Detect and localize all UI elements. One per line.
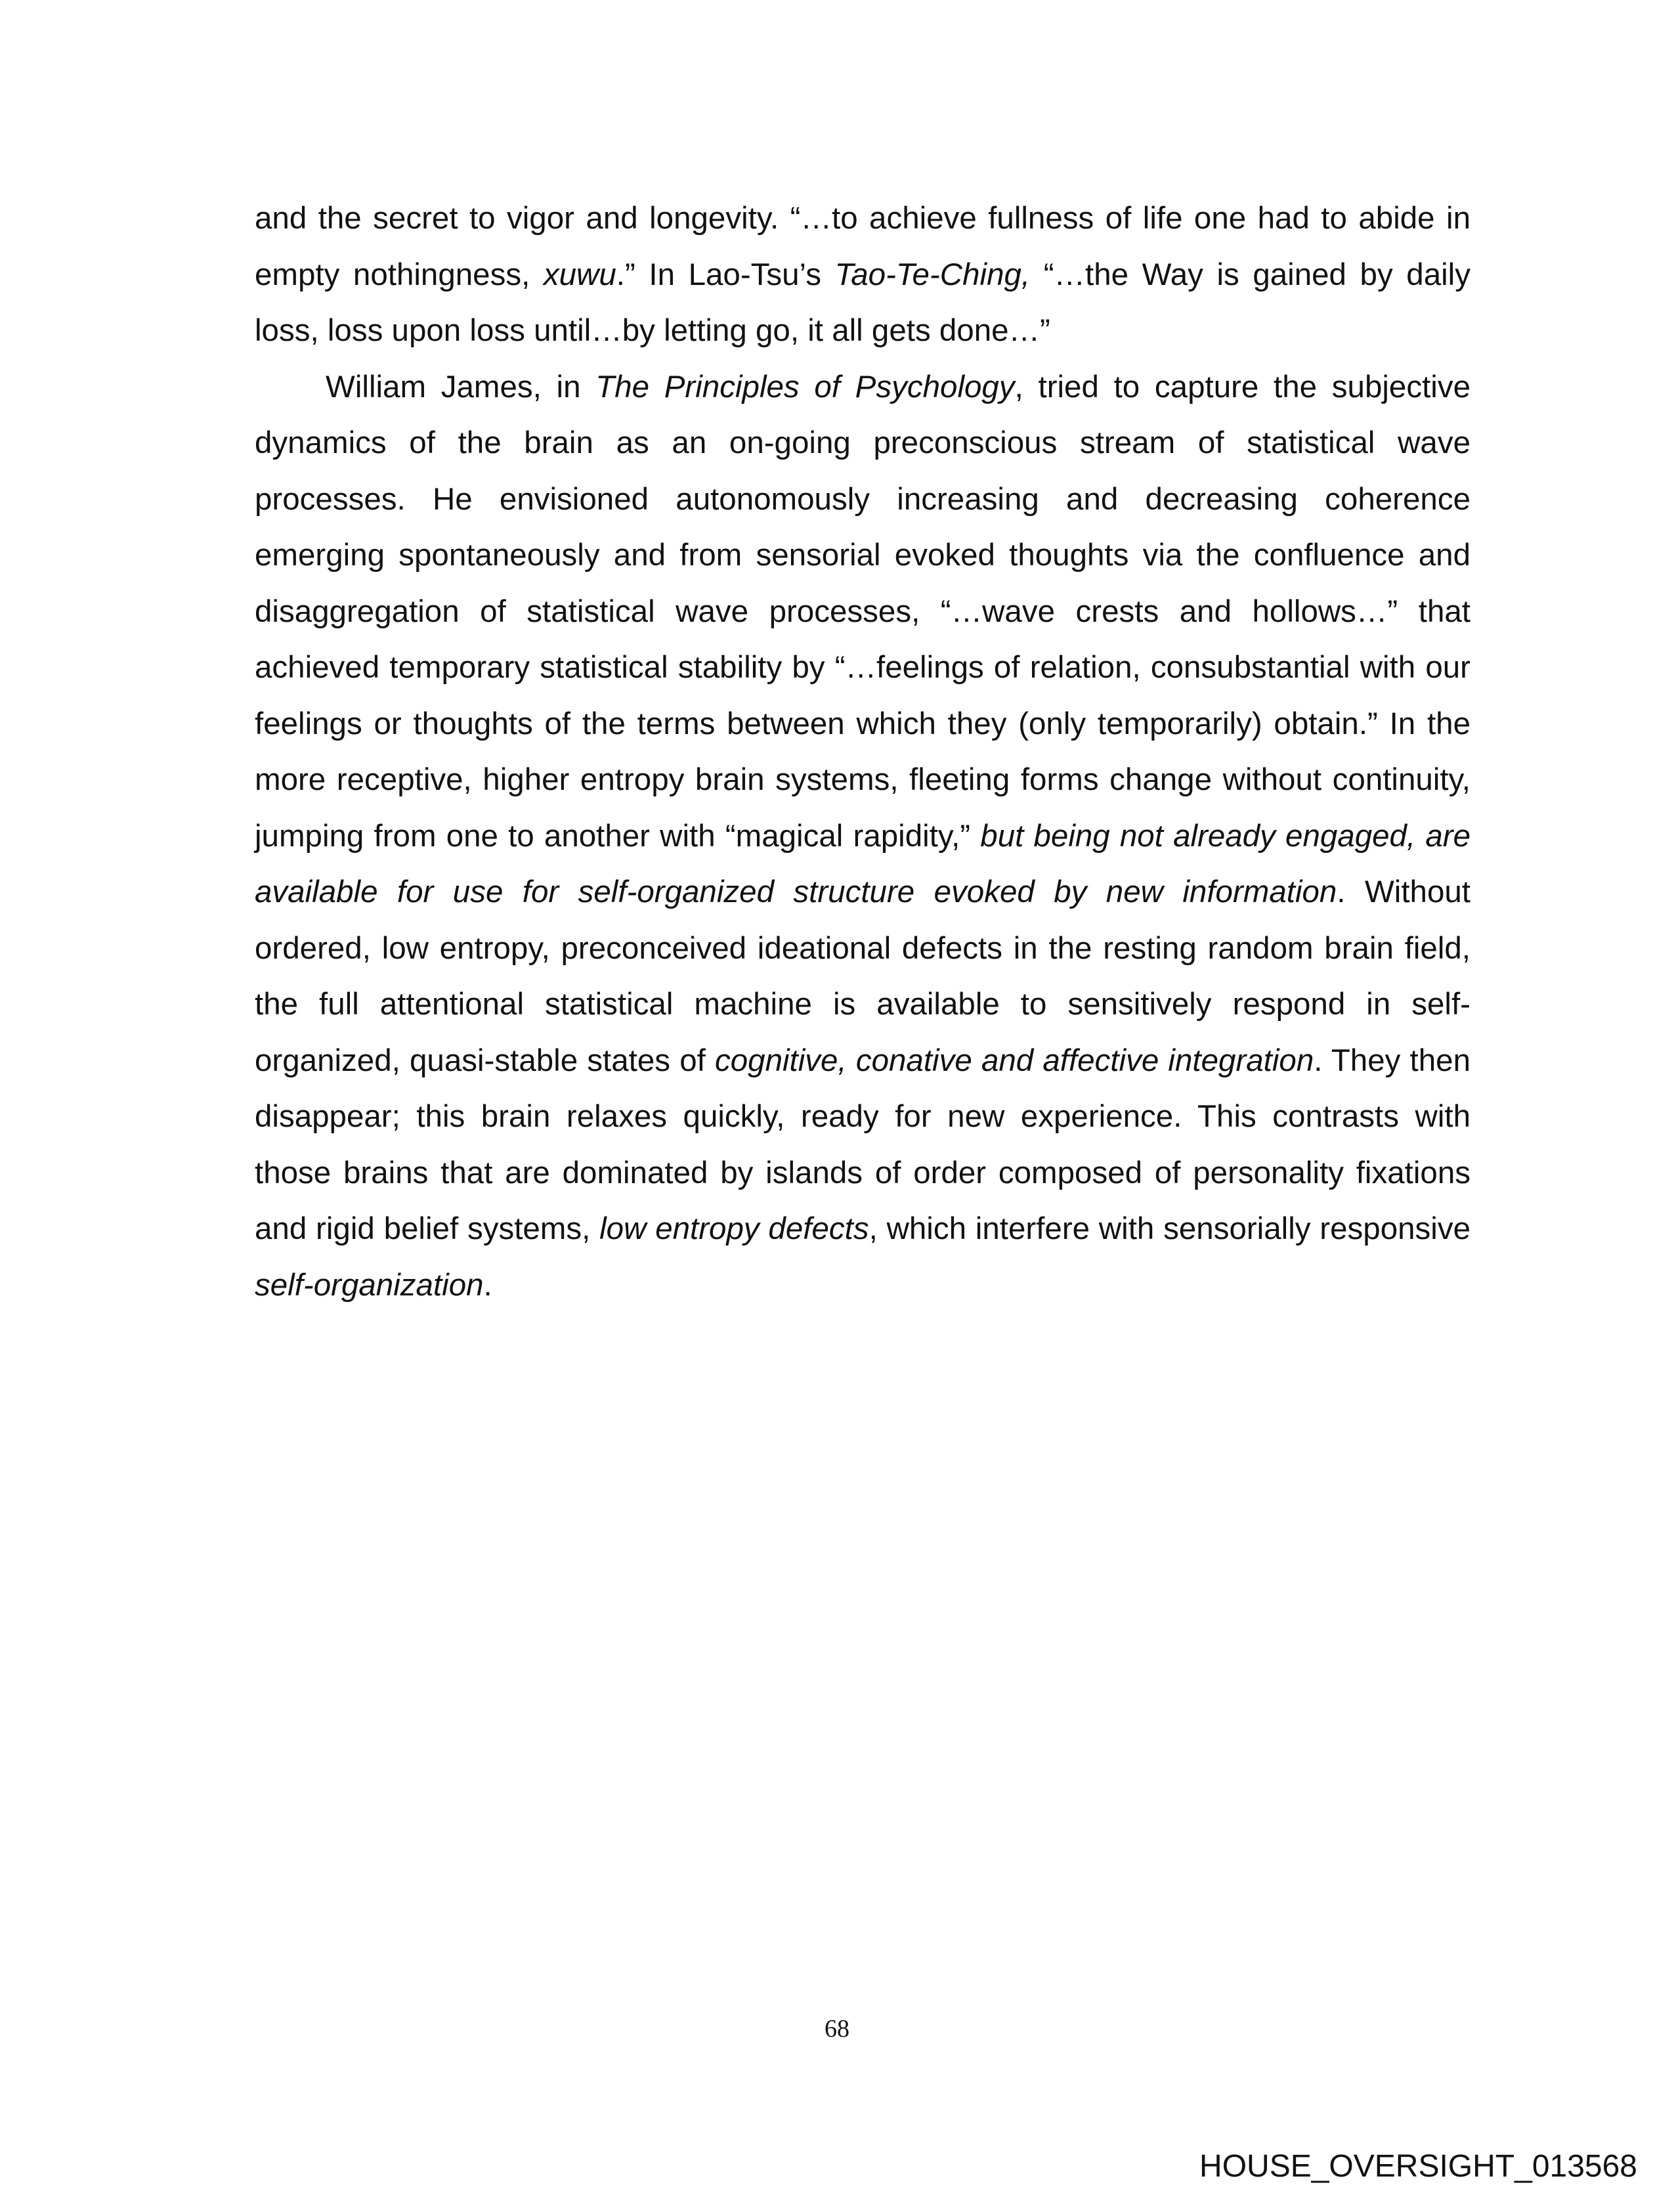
italic-run: Tao-Te-Ching, [834,257,1031,292]
text-run: . Without ordered, low entropy, preconceived ideational defects in the resting random brain field, the full attentional statistical machine is available to sensitively respond in self-organized, quasi-stable states of [255,875,1470,1078]
italic-run: cognitive, conative and affective integration [715,1043,1314,1078]
italic-run: but being not already engaged, are available for use for self-organized structure evoked by new information [255,818,1470,909]
italic-run: low entropy defects [599,1211,869,1246]
body-text [255,190,1470,1313]
italic-run: self-organization [255,1267,484,1303]
text-run: . [483,1267,492,1303]
bates-number: HOUSE_OVERSIGHT_013568 [1199,2149,1637,2184]
italic-run: xuwu [543,257,616,292]
text-run: . They then disappear; this brain relaxes quickly, ready for new experience. This contrasts with those brains that are dominated by islands of order composed of personality fixations and rigid belief systems, [255,1043,1471,1246]
text-run: William James, in [326,369,596,404]
italic-run: The Principles of Psychology [595,369,1015,404]
page-number: 68 [825,2015,849,2043]
text-run: , tried to capture the subjective dynamics of the brain as an on-going preconscious stream of statistical wave processes. He envisioned autonomously increasing and decreasing coherence emerging spontaneously and from sensorial evoked thoughts via the confluence and disaggregation of statistical wave processes, “…wave crests and hollows…” that achieved temporary statistical stability by “…feelings of relation, consubstantial with our feelings or thoughts of the terms between which they (only temporarily) obtain.” In the more receptive, higher entropy brain systems, fleeting forms change without continuity, jumping from one to another with “magical rapidity,” [255,369,1470,854]
text-run: “…the Way is gained by daily loss, loss upon loss until…by letting go, it all gets done…” [255,257,1470,348]
text-run: , which interfere with sensorially responsive [869,1211,1471,1246]
paragraph-1 [255,190,1470,359]
text-run: and the secret to vigor and longevity. “…to achieve fullness of life one had to abide in empty nothingness, [255,201,1470,292]
paragraph-2 [255,359,1470,1314]
text-run: .” In Lao-Tsu’s [616,257,835,292]
